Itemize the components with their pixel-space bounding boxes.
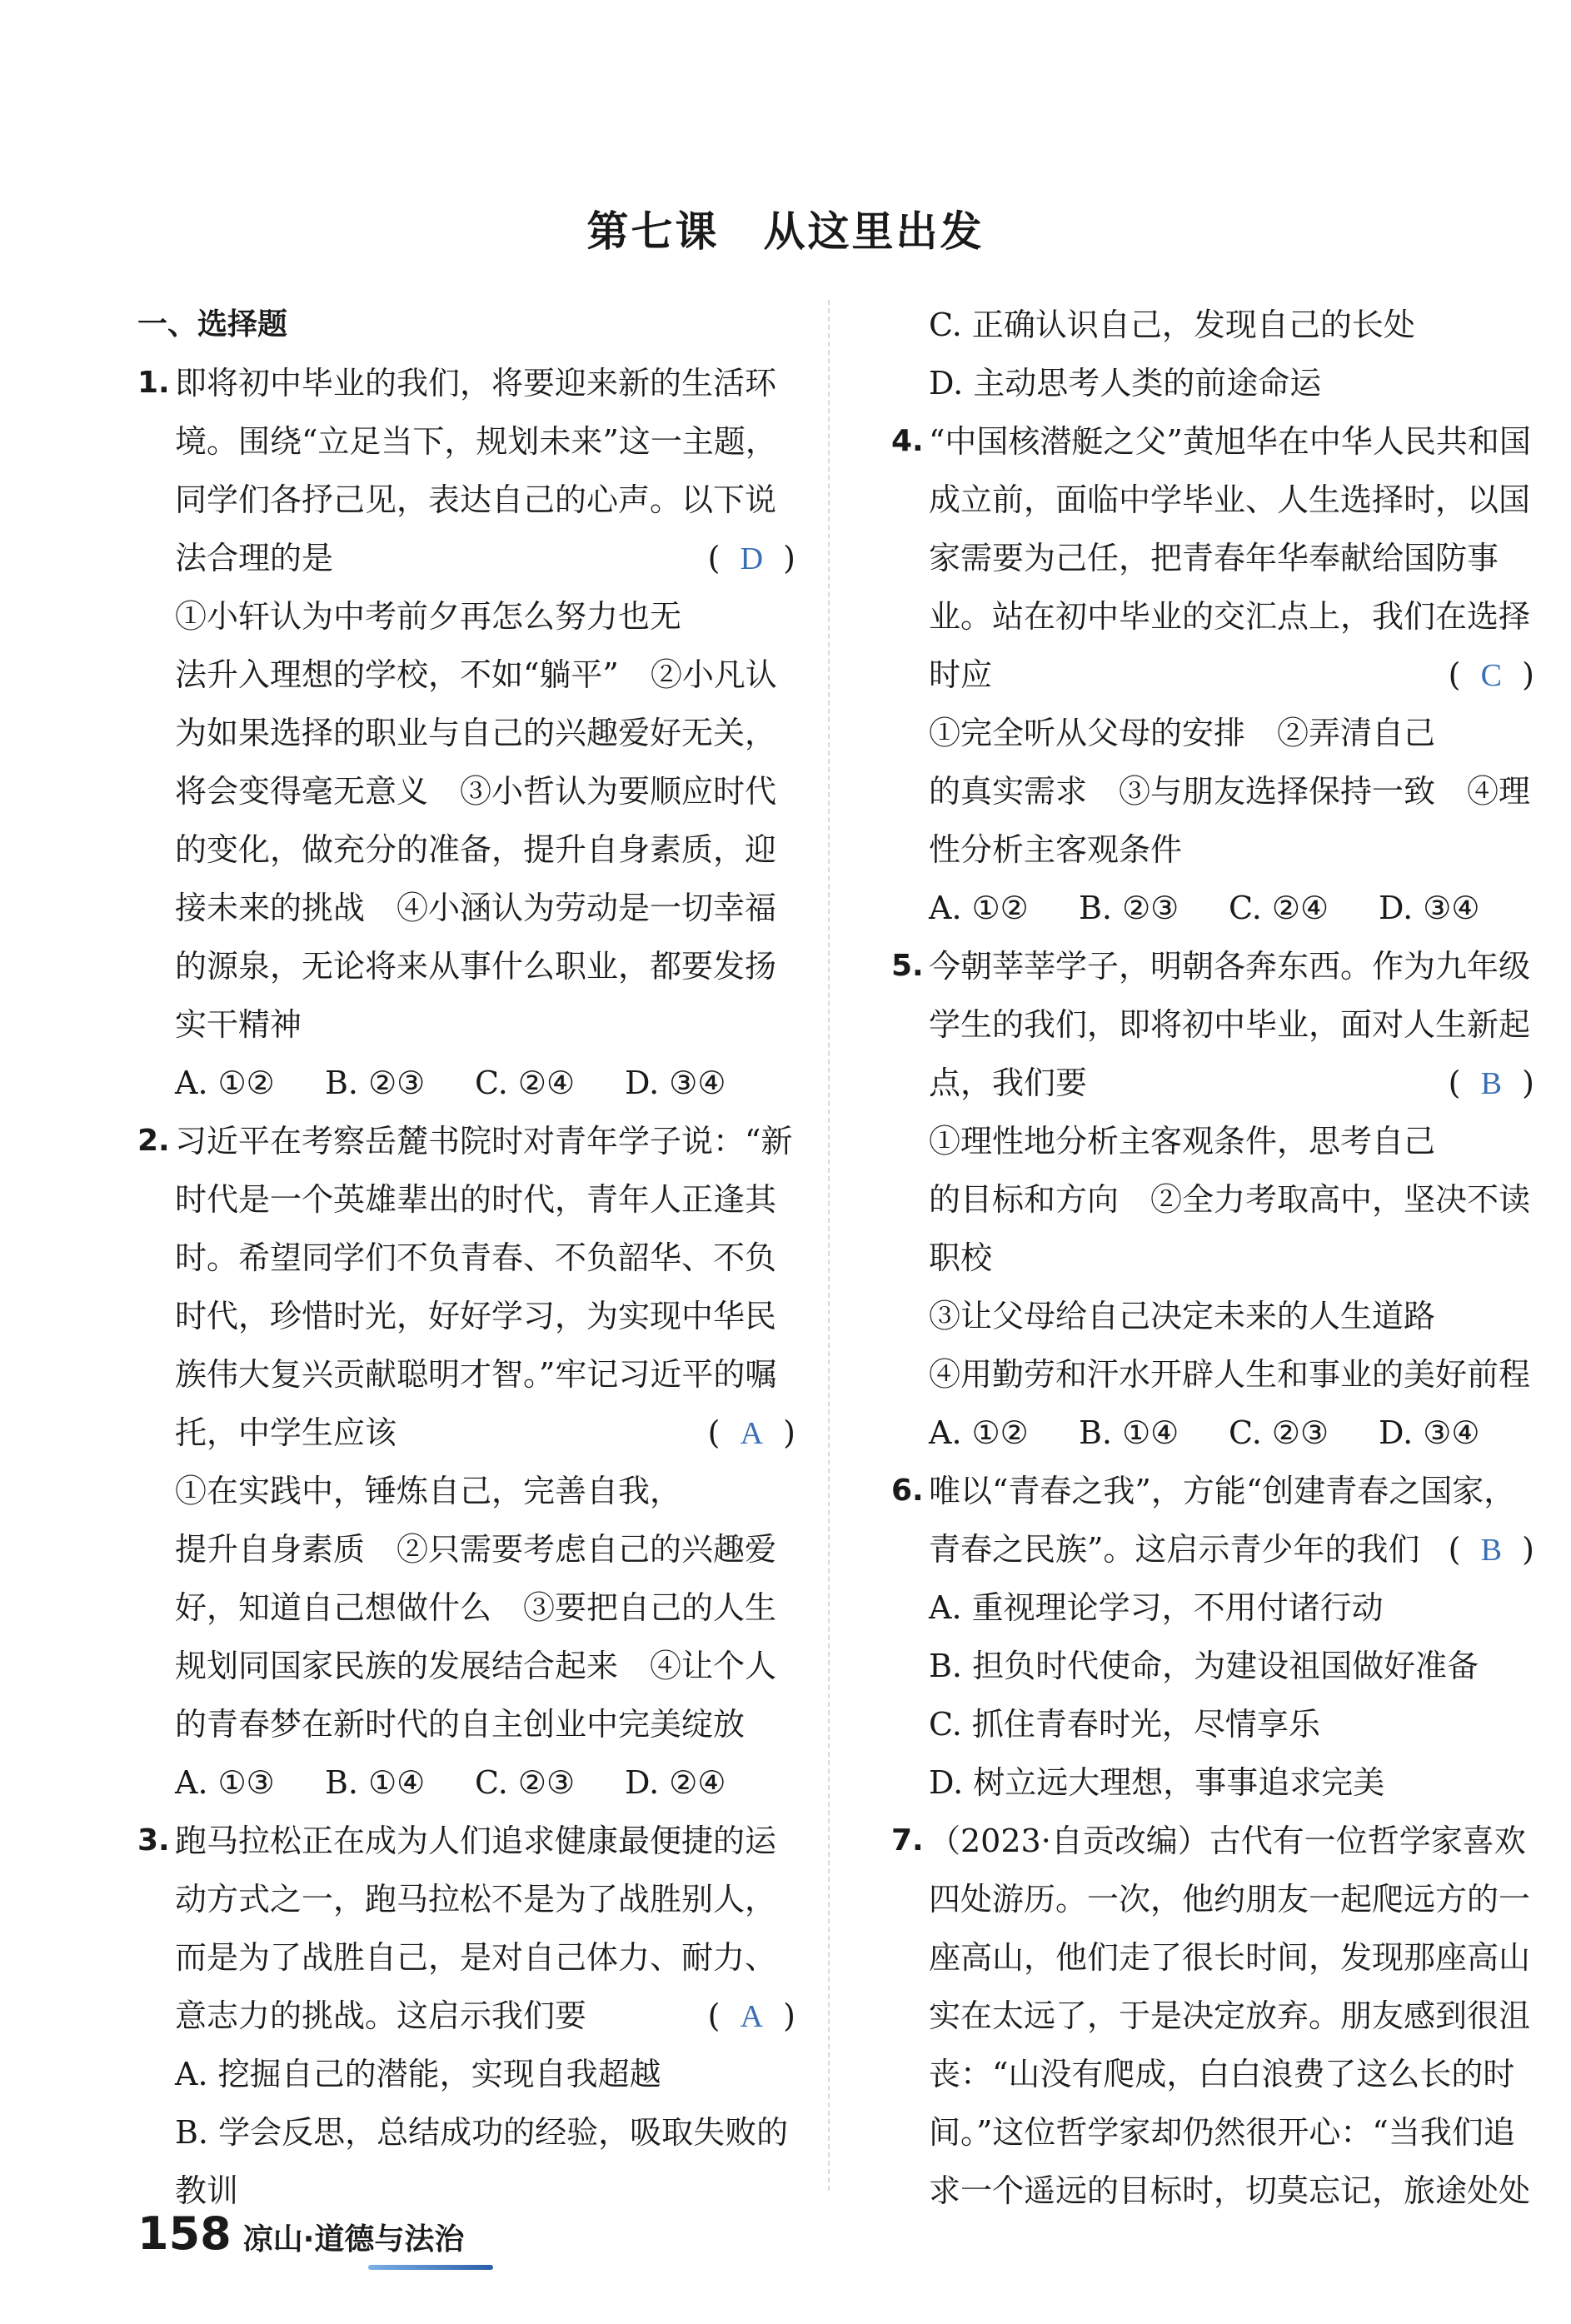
- question-number: 6.: [891, 1474, 924, 1508]
- question-number: 3.: [137, 1823, 170, 1858]
- column-divider: [828, 300, 830, 2191]
- title-underline-bar: [368, 2265, 493, 2270]
- question-stem: 跑马拉松正在成为人们追求健康最便捷的运动方式之一，跑马拉松不是为了战胜别人，而是为了战胜自己，是对自己体力、耐力、意志力的挑战。这启示我们要: [175, 1823, 777, 2034]
- choice-b: B. ①④: [325, 1764, 426, 1801]
- question-6: [891, 1462, 1534, 1578]
- choice-b: B. ②③: [1079, 890, 1179, 926]
- question-number: 1.: [137, 366, 170, 400]
- page-title: 第七课 从这里出发: [586, 207, 985, 256]
- option-d: D. 主动思考人类的前途命运: [929, 365, 1322, 401]
- question-5: [891, 937, 1534, 1112]
- answer-letter: A: [740, 1416, 764, 1451]
- answer-letter: B: [1480, 1066, 1503, 1101]
- question-number: 4.: [891, 424, 924, 458]
- statement-line: ①理性地分析主客观条件，思考自己的目标和方向 ②全力考取高中，坚决不读职校: [929, 1123, 1531, 1276]
- section-heading: 一、选择题: [137, 307, 288, 342]
- question-stem: “中国核潜艇之父”黄旭华在中华人民共和国成立前，面临中学毕业、人生选择时，以国家需要为己任，把青春年华奉献给国防事业。站在初中毕业的交汇点上，我们在选择时应: [929, 423, 1531, 693]
- answer-letter: C: [1480, 658, 1503, 693]
- question-stem: （2023·自贡改编）古代有一位哲学家喜欢四处游历。一次，他约朋友一起爬远方的一座高山，他们走了很长时间，发现那座高山实在太远了，于是决定放弃。朋友感到很沮丧：“山没有爬成，白白浪费了这么长的时间。”这位哲学家却仍然很开心：“当我们追求一个遥远的目标时，切莫忘记，旅途处处: [929, 1823, 1531, 2209]
- page-footer: [137, 2207, 464, 2274]
- question-stem: 今朝莘莘学子，明朝各奔东西。作为九年级学生的我们，即将初中毕业，面对人生新起点，我们要: [929, 948, 1531, 1101]
- choice-row: [137, 1054, 795, 1112]
- page-number: 158: [137, 2207, 232, 2260]
- statement-line: ③让父母给自己决定未来的人生道路: [929, 1298, 1436, 1334]
- choice-a: A. ①③: [175, 1764, 275, 1801]
- option-c: C. 抓住青春时光，尽情享乐: [929, 1706, 1320, 1743]
- question-number: 7.: [891, 1823, 924, 1858]
- answer-bracket: ( A ): [707, 1997, 795, 2034]
- answer-letter: A: [740, 1999, 764, 2034]
- choice-c: C. ②④: [475, 1065, 576, 1101]
- answer-bracket: ( B ): [1448, 1065, 1534, 1101]
- option-a: A. 挖掘自己的潜能，实现自我超越: [175, 2056, 661, 2092]
- book-title-text: 凉山·道德与法治: [242, 2222, 465, 2257]
- question-3: [137, 1812, 795, 2045]
- answer-letter: D: [740, 541, 764, 576]
- answer-bracket: ( D ): [707, 540, 795, 576]
- choice-c: C. ②③: [475, 1764, 576, 1801]
- answer-bracket: ( C ): [1448, 656, 1534, 693]
- left-column: [137, 296, 795, 2220]
- right-column: [891, 296, 1534, 2220]
- statements: ①小轩认为中考前夕再怎么努力也无法升入理想的学校，不如“躺平” ②小凡认为如果选择的职业与自己的兴趣爱好无关，将会变得毫无意义 ③小哲认为要顺应时代的变化，做充分的准备，提升自身素质，迎接未来的挑战 ④小涵认为劳动是一切幸福的源泉，无论将来从事什么职业，都要发扬实干精神: [175, 598, 777, 1043]
- choice-d: D. ③④: [1379, 1414, 1480, 1451]
- choice-row: [891, 879, 1534, 937]
- answer-letter: B: [1480, 1533, 1503, 1568]
- question-number: 5.: [891, 949, 924, 983]
- choice-a: A. ①②: [929, 1414, 1029, 1451]
- option-a: A. 重视理论学习，不用付诸行动: [929, 1589, 1384, 1626]
- question-7: [891, 1812, 1534, 2220]
- statements: ①完全听从父母的安排 ②弄清自己的真实需求 ③与朋友选择保持一致 ④理性分析主客观条件: [929, 715, 1531, 868]
- choice-row: [891, 1404, 1534, 1462]
- option-b: B. 担负时代使命，为建设祖国做好准备: [929, 1648, 1479, 1684]
- option-c: C. 正确认识自己，发现自己的长处: [929, 307, 1415, 343]
- choice-b: B. ②③: [325, 1065, 426, 1101]
- question-2: [137, 1112, 795, 1462]
- question-4: [891, 412, 1534, 704]
- choice-a: A. ①②: [929, 890, 1029, 926]
- question-stem: 习近平在考察岳麓书院时对青年学子说：“新时代是一个英雄辈出的时代，青年人正逢其时。希望同学们不负青春、不负韶华、不负时代，珍惜时光，好好学习，为实现中华民族伟大复兴贡献聪明才智。”牢记习近平的嘱托，中学生应该: [175, 1123, 793, 1451]
- option-d: D. 树立远大理想，事事追求完美: [929, 1764, 1385, 1801]
- choice-d: D. ③④: [1379, 890, 1480, 926]
- choice-d: D. ②④: [625, 1764, 726, 1801]
- question-1: [137, 354, 795, 587]
- statement-line: ④用勤劳和汗水开辟人生和事业的美好前程: [929, 1356, 1531, 1393]
- book-title: [243, 2216, 465, 2258]
- question-stem: 唯以“青春之我”，方能“创建青春之国家，青春之民族”。这启示青少年的我们: [929, 1473, 1516, 1568]
- choice-row: [137, 1753, 795, 1812]
- question-number: 2.: [137, 1124, 170, 1158]
- statements: ①在实践中，锤炼自己，完善自我，提升自身素质 ②只需要考虑自己的兴趣爱好，知道自己想做什么 ③要把自己的人生规划同国家民族的发展结合起来 ④让个人的青春梦在新时代的自主创业中完美绽放: [175, 1473, 777, 1743]
- answer-bracket: ( B ): [1448, 1531, 1534, 1568]
- choice-a: A. ①②: [175, 1065, 275, 1101]
- choice-c: C. ②④: [1229, 890, 1329, 926]
- answer-bracket: ( A ): [707, 1414, 795, 1451]
- option-b: B. 学会反思，总结成功的经验，吸取失败的教训: [175, 2114, 789, 2209]
- choice-b: B. ①④: [1079, 1414, 1179, 1451]
- choice-d: D. ③④: [625, 1065, 726, 1101]
- choice-c: C. ②③: [1229, 1414, 1329, 1451]
- question-stem: 即将初中毕业的我们，将要迎来新的生活环境。围绕“立足当下，规划未来”这一主题，同学们各抒己见，表达自己的心声。以下说法合理的是: [175, 365, 777, 576]
